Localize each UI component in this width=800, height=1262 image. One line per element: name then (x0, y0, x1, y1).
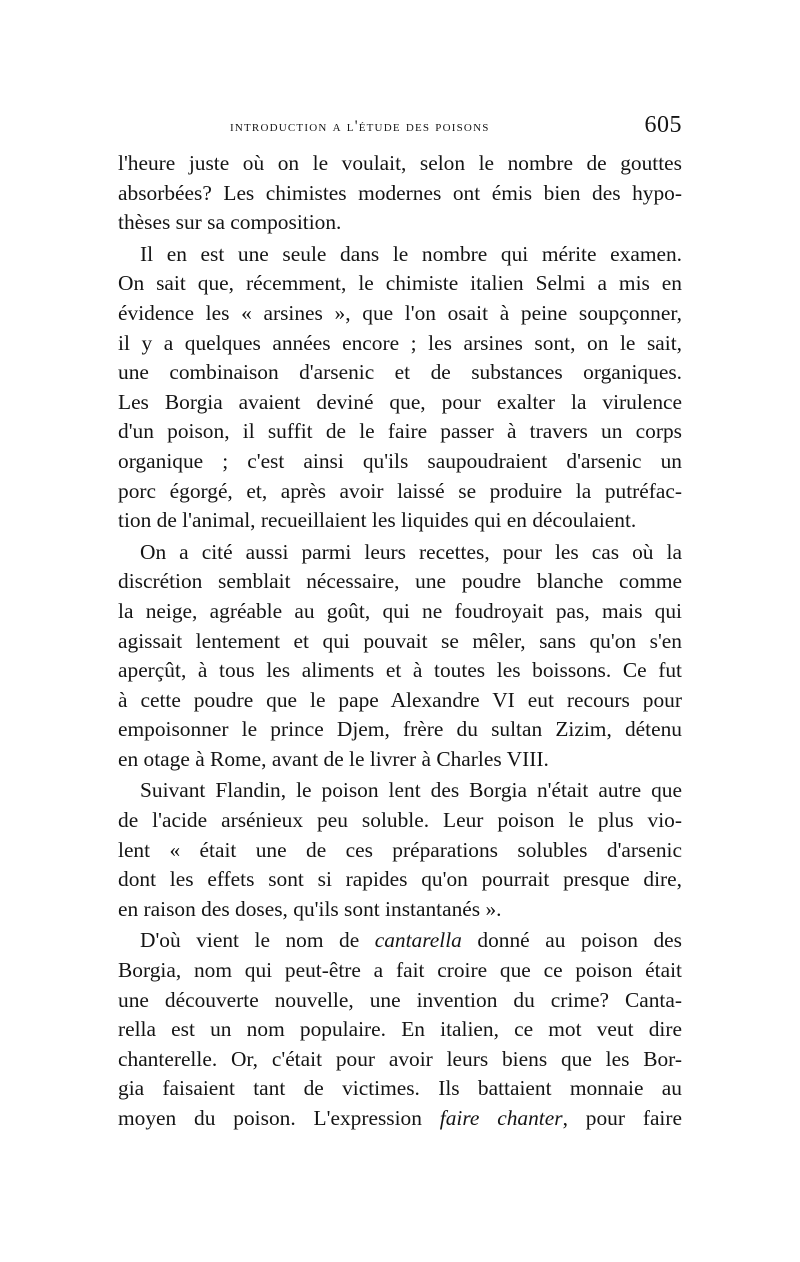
text-line: Les Borgia avaient deviné que, pour exalter la virulence (118, 389, 682, 414)
text-line: de l'acide arsénieux peu soluble. Leur poison le plus vio- (118, 808, 682, 833)
text-line: rella est un nom populaire. En italien, ce mot veut dire (118, 1017, 682, 1042)
text-line: On sait que, récemment, le chimiste italien Selmi a mis en (118, 271, 682, 296)
text-line: d'un poison, il suffit de le faire passer à travers un corps (118, 419, 682, 444)
paragraph (118, 776, 682, 924)
italic-term: faire chanter (439, 1106, 563, 1130)
text-run: donné au poison des (461, 928, 682, 953)
text-line: Il en est une seule dans le nombre qui mérite examen. (140, 241, 682, 266)
text-run: D'où vient le nom de (140, 928, 375, 953)
text-line: une découverte nouvelle, une invention du crime? Canta- (118, 987, 682, 1012)
running-header (118, 112, 682, 142)
text-line: évidence les « arsines », que l'on osait à peine soupçonner, (118, 300, 682, 325)
text-line: aperçût, à tous les aliments et à toutes les boissons. Ce fut (118, 658, 682, 683)
text-line: dont les effets sont si rapides qu'on pourrait presque dire, (118, 867, 682, 892)
text-line: organique ; c'est ainsi qu'ils saupoudraient d'arsenic un (118, 448, 682, 473)
text-line: à cette poudre que le pape Alexandre VI eut recours pour (118, 687, 682, 712)
text-line: il y a quelques années encore ; les arsines sont, on le sait, (118, 330, 682, 355)
running-title: introduction a l'étude des poisons (230, 118, 490, 135)
text-line: On a cité aussi parmi leurs recettes, pour les cas où la (140, 539, 682, 564)
text-line: tion de l'animal, recueillaient les liquides qui en découlaient. (118, 508, 637, 533)
text-line: empoisonner le prince Djem, frère du sultan Zizim, détenu (118, 717, 682, 742)
paragraph (118, 240, 682, 536)
paragraph (118, 926, 682, 1133)
text-line: lent « était une de ces préparations solubles d'arsenic (118, 837, 682, 862)
paragraph (118, 149, 682, 238)
text-line: agissait lentement et qui pouvait se mêler, sans qu'on s'en (118, 628, 682, 653)
text-line: porc égorgé, et, après avoir laissé se produire la putréfac- (118, 478, 682, 503)
text-line: absorbées? Les chimistes modernes ont émis bien des hypo- (118, 180, 682, 205)
text-line: gia faisaient tant de victimes. Ils battaient monnaie au (118, 1076, 682, 1101)
text-line: la neige, agréable au goût, qui ne foudroyait pas, mais qui (118, 598, 682, 623)
italic-term: cantarella (374, 928, 462, 953)
text-line: chanterelle. Or, c'était pour avoir leurs biens que les Bor- (118, 1046, 682, 1071)
text-run: , pour faire (562, 1106, 682, 1130)
text-line: l'heure juste où on le voulait, selon le nombre de gouttes (118, 151, 682, 175)
text-line: thèses sur sa composition. (118, 210, 342, 235)
body-text (118, 149, 682, 1134)
paragraph (118, 538, 682, 775)
text-line: une combinaison d'arsenic et de substances organiques. (118, 360, 682, 385)
text-line: Suivant Flandin, le poison lent des Borgia n'était autre que (140, 778, 682, 803)
page-number: 605 (644, 112, 682, 138)
text-line: en otage à Rome, avant de le livrer à Charles VIII. (118, 746, 549, 771)
text-line: en raison des doses, qu'ils sont instantanés ». (118, 896, 502, 921)
text-line (118, 926, 682, 956)
text-run: moyen du poison. L'expression (118, 1106, 440, 1130)
text-line: discrétion semblait nécessaire, une poudre blanche comme (118, 569, 682, 594)
text-line (118, 1104, 682, 1134)
text-line: Borgia, nom qui peut-être a fait croire que ce poison était (118, 958, 682, 983)
